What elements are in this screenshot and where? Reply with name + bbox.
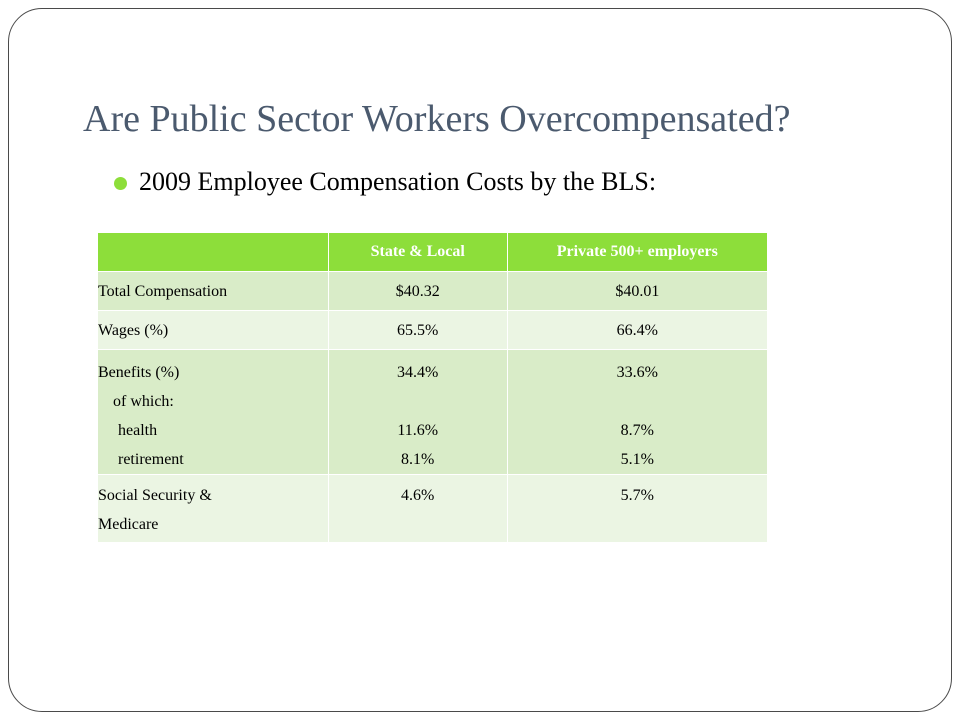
row-label-wages: Wages (%) xyxy=(98,311,329,350)
header-private: Private 500+ employers xyxy=(507,233,767,272)
slide-title: Are Public Sector Workers Overcompensated? xyxy=(83,98,791,140)
cell-total-state-local: $40.32 xyxy=(328,272,507,311)
header-empty-cell xyxy=(98,233,329,272)
spacer xyxy=(508,387,767,416)
benefits-sub-label: of which: xyxy=(113,393,174,410)
row-label-social-security xyxy=(98,475,329,542)
cell-social-security-private: 5.7% xyxy=(507,475,767,542)
benefits-state-local-retirement: 8.1% xyxy=(401,451,435,468)
cell-total-private: $40.01 xyxy=(507,272,767,311)
row-label-benefits xyxy=(98,350,329,475)
benefits-retirement-label: retirement xyxy=(118,451,184,468)
table-row-wages xyxy=(98,311,768,350)
benefits-health-label: health xyxy=(118,422,158,439)
benefits-private-retirement: 5.1% xyxy=(620,451,654,468)
cell-wages-private: 66.4% xyxy=(507,311,767,350)
cell-wages-state-local: 65.5% xyxy=(328,311,507,350)
benefits-state-local-total: 34.4% xyxy=(397,364,439,381)
cell-benefits-state-local xyxy=(328,350,507,475)
social-security-label-line2: Medicare xyxy=(98,516,159,533)
social-security-label-line1: Social Security & xyxy=(98,487,212,504)
header-state-local: State & Local xyxy=(328,233,507,272)
bullet-text: 2009 Employee Compensation Costs by the BLS: xyxy=(139,167,657,196)
benefits-state-local-health: 11.6% xyxy=(397,422,439,439)
row-label-total-compensation: Total Compensation xyxy=(98,272,329,311)
compensation-table xyxy=(97,232,768,542)
spacer xyxy=(329,387,507,416)
table-row-total-compensation xyxy=(98,272,768,311)
table-row-benefits xyxy=(98,350,768,475)
table-row-social-security xyxy=(98,475,768,542)
table-header-row xyxy=(98,233,768,272)
benefits-label: Benefits (%) xyxy=(98,364,180,381)
bullet-dot-icon xyxy=(114,177,127,190)
cell-benefits-private xyxy=(507,350,767,475)
benefits-private-health: 8.7% xyxy=(620,422,654,439)
cell-social-security-state-local: 4.6% xyxy=(328,475,507,542)
benefits-private-total: 33.6% xyxy=(616,364,658,381)
bullet-item xyxy=(114,167,656,197)
